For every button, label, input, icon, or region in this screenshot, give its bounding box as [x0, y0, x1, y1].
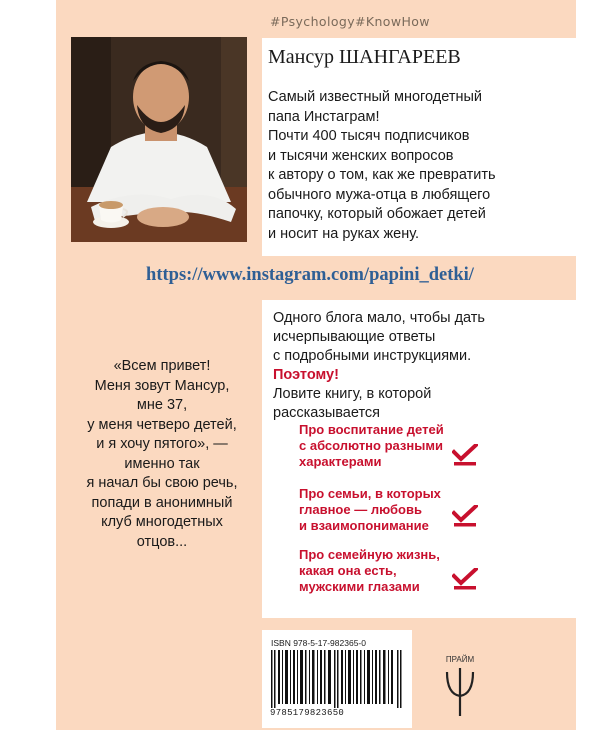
feature-line: Про семейную жизнь, — [299, 547, 440, 562]
publisher-name: ПРАЙМ — [445, 655, 475, 664]
feature-line: Про воспитание детей — [299, 422, 444, 437]
barcode — [271, 650, 403, 708]
bio-line: и тысячи женских вопросов — [268, 147, 454, 164]
intro-line: рассказывается — [273, 405, 381, 421]
feature-line: с абсолютно разными — [299, 438, 443, 453]
intro-line: Ловите книгу, в которой — [273, 386, 432, 402]
quote-line: отцов... — [136, 533, 188, 550]
bio-line: к автору о том, как же превратить — [268, 167, 496, 183]
quote-line: попади в анонимный — [91, 494, 233, 511]
quote-line: Меня зовут Мансур, — [94, 377, 230, 394]
publisher-logo — [425, 650, 495, 720]
quote-line: «Всем привет! — [113, 358, 211, 374]
intro-line: Одного блога мало, чтобы дать — [273, 310, 485, 326]
author-quote — [62, 357, 262, 552]
feature-line: мужскими глазами — [299, 579, 420, 594]
quote-line: именно так — [124, 455, 200, 472]
author-name: Мансур ШАНГАРЕЕВ — [268, 46, 461, 68]
bio-line: Самый известный многодетный — [268, 89, 482, 105]
bio-line: обычного мужа-отца в любящего — [268, 186, 491, 203]
quote-line: у меня четверо детей, — [87, 416, 237, 433]
intro-highlight: Поэтому! — [273, 367, 339, 383]
hashtags: #Psychology#KnowHow — [270, 14, 430, 29]
intro-line: с подробными инструкциями. — [273, 348, 472, 364]
quote-line: и я хочу пятого», — — [96, 436, 228, 452]
isbn: ISBN 978-5-17-982365-0 — [271, 638, 366, 648]
feature-line: характерами — [299, 454, 382, 469]
quote-line: я начал бы свою речь, — [86, 475, 238, 491]
intro-text — [273, 309, 573, 423]
bio-line: папа Инстаграм! — [268, 108, 380, 125]
author-bio — [268, 88, 573, 244]
intro-line: исчерпывающие ответы — [273, 329, 436, 345]
bio-line: папочку, который обожает детей — [268, 206, 486, 222]
feature-line: какая она есть, — [299, 563, 397, 578]
author-photo — [71, 37, 247, 242]
feature-line: Про семьи, в которых — [299, 486, 441, 501]
instagram-link[interactable]: https://www.instagram.com/papini_detki/ — [146, 265, 474, 285]
check-icon — [452, 444, 478, 466]
quote-line: мне 37, — [136, 397, 188, 413]
bio-line: и носит на руках жену. — [268, 225, 420, 242]
bio-line: Почти 400 тысяч подписчиков — [268, 128, 470, 144]
quote-line: клуб многодетных — [101, 514, 223, 530]
feature-line: главное — любовь — [299, 502, 422, 517]
check-icon — [452, 505, 478, 527]
barcode-digits: 9785179823650 — [270, 708, 345, 718]
feature-line: и взаимопонимание — [299, 518, 429, 533]
check-icon — [452, 568, 478, 590]
